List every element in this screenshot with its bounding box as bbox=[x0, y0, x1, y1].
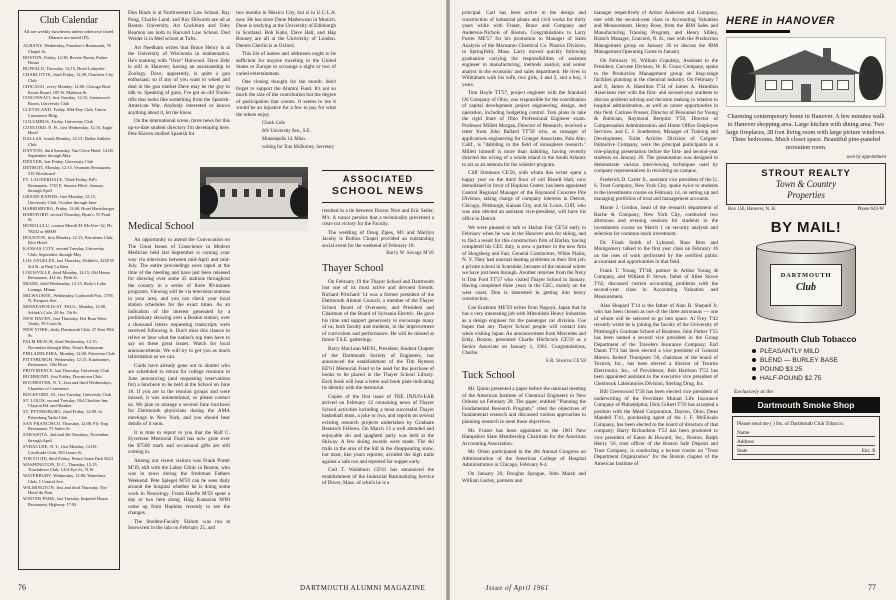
calendar-entry bbox=[23, 125, 115, 136]
calendar-entry bbox=[23, 66, 115, 72]
door-shape bbox=[801, 84, 811, 102]
campus-building-photo bbox=[200, 167, 308, 231]
tuck-paragraph: Mr. Frazer has been appointed to the 1961 New Hampshire State Membership Chairman for the American Accounting Association. bbox=[462, 427, 586, 447]
calendar-city: HOUSTON, bbox=[23, 234, 47, 240]
order-form bbox=[732, 416, 880, 460]
calendar-city: SARASOTA, bbox=[23, 432, 49, 438]
thayer-paragraph: Barry MacLean ME'61, President, Student Chapter of the Dartmouth Society of Engineers, has announced the establishment of the Tim Rymess EE'61 Memorial Fund to be used for the purchase of books to be placed in the Thayer School Library. Each book will bear a letter and book plate indicating its identity with the memorial. bbox=[322, 346, 434, 392]
calendar-city: WATERBURY, bbox=[23, 473, 53, 479]
tuck-paragraph: On February 16, William Copulsky, Assistant to the President, Corvese Division, W. R. Grace Company, spoke to the Production Management group on long-range facilities planning in the chemical industry. On February 7 and 8, James A. Hamilton T'34 of James A. Hamilton Associates met with the first- and second-year students to discuss problem solving and decision making in relation to hospital administration, as well as career opportunities in this field. Corinne Prosser, Director of Personnel for Young & Rubicam, Raymond Berquist T'59, Director of Compensation Administration and Home Office Employee Services, and C. J. Southerton, Manager of Training and Development, Toilet Articles Division of Colgate-Palmolive Company, were the principal participants in a role-playing presentation before the first- and second-year students on January 26. The presentation was designed to demonstrate various interviewing techniques used by company representatives in recruiting on campus. bbox=[594, 57, 718, 175]
calendar-city: CHARLOTTE, bbox=[23, 72, 53, 78]
price-text: PLEASANTLY MILD bbox=[760, 347, 820, 355]
calendar-entry bbox=[23, 473, 115, 484]
calendar-city: CONCORD, bbox=[23, 124, 48, 130]
calendar-city: HARRISBURG, bbox=[23, 205, 55, 211]
tin-lid bbox=[756, 240, 856, 254]
issue-footer: Issue of April 1961 bbox=[486, 584, 549, 592]
calendar-title: Club Calendar bbox=[39, 15, 99, 26]
calendar-details: first and third Thursday, The Hotel du Pont bbox=[28, 484, 107, 496]
tuck-paragraph: Monte J. Gordon, head of the research department of Bache & Company, New York City, conducted two afternoon and evening sessions for students in the investments course on March 1 on security analysis and selection for common stock investment. bbox=[594, 205, 718, 238]
bullet-icon bbox=[752, 358, 756, 362]
calendar-city: ROCKFORD, bbox=[23, 391, 50, 397]
calendar-city: NEW YORK, bbox=[23, 327, 50, 333]
calendar-entry bbox=[23, 444, 115, 455]
news-paragraph: The wedding of Doug Zipes, M1 and Marilyn Jacoby is Rollins Chapel provided an outstanding social event for the weekend of February 18. bbox=[322, 229, 434, 249]
calendar-details: last Thursday, University Club bbox=[55, 368, 109, 374]
right-column-2 bbox=[594, 10, 718, 570]
appointment-note: seen by appointment bbox=[846, 154, 886, 160]
calendar-entry bbox=[23, 270, 115, 281]
house-illustration bbox=[726, 37, 886, 107]
calendar-details: contact Merrill H. McAfee '42, Ph. 78202 or 66000 bbox=[28, 223, 113, 234]
calendar-details: first Friday, Downtown Club bbox=[50, 374, 102, 380]
right-column-1 bbox=[462, 10, 586, 570]
window-shape bbox=[781, 80, 793, 90]
tuck-paragraph: Mr. Olsen participated in the 4th Annual Congress on Administration of the American College of Hospital Administrators in Chicago, February 8-4. bbox=[462, 449, 586, 469]
calendar-city: ALBANY, bbox=[23, 43, 44, 49]
price-line bbox=[726, 347, 886, 356]
thayer-paragraph: Cliff Simmons CE'56, with whom this writer spent a happy year on the third floor of old Bissell Hall, now demolished in favor of Hopkins Center, has been appointed Central Regional Manager of the Raymond Concrete Pile Division, taking charge of company interests in Detroit, Chicago, Pittsburgh, Kansas City, and St. Louis. Cliff, who was also elected an assistant vice-president, will have his office in Detroit. bbox=[462, 170, 586, 222]
thayer-paragraph: Coe Eusbottn ME'59 writes from Nagoya, Japan that he has a very interesting job with Mitsubishi Heavy Industries as a design engineer for the passenger car division. Coe hopes that any Thayer School people will contact him when visiting Japan. An announcement from Mercedes and Eddy, Boston, presented Charlie Hitchcock CE'59 as a Senior Associate on January 1, 1961. Congratulations, Charlie. bbox=[462, 304, 586, 357]
tuck-paragraph: Dr. Frank Smith of Lybrand, Ross Bros and Montgomery talked to the first year class on February 16 on the uses of work performed by the certified public accountant and opportunities in that field. bbox=[594, 239, 718, 266]
calendar-entry bbox=[23, 258, 115, 269]
photo-tree bbox=[290, 187, 308, 217]
calendar-city: GRAND RAPIDS, bbox=[23, 194, 60, 200]
calendar-city: DENVER, bbox=[23, 159, 44, 165]
calendar-city: NEW HAVEN, bbox=[23, 315, 52, 321]
calendar-details: second Tuesday, University Club, September through May bbox=[28, 246, 105, 257]
calendar-city: SAN FRANCISCO, bbox=[23, 420, 62, 426]
calendar-entry bbox=[23, 148, 115, 159]
calendar-entry bbox=[23, 235, 115, 246]
photo-window bbox=[256, 189, 261, 197]
calendar-details: N. H., first Wednesday, 12:15, Eagle Hotel bbox=[28, 124, 113, 136]
tuck-paragraph: Mr. Quinn presented a paper before the national meeting of the American Institute of Chemical Engineers in New Orleans on February 28. The paper, entitled "Planning the Fundamental Research Program," cited the objectives of fundamental research and discussed various approaches to planning research to meet these objectives. bbox=[462, 386, 586, 425]
calendar-details: N. Y., first Monday, 12:00, Cavalcade Club, 503 James St. bbox=[28, 444, 97, 455]
left-column-3-top bbox=[236, 10, 336, 170]
calendar-entry bbox=[23, 246, 115, 257]
calendar-details: every Monday, 12:00, Chicago Real Estate Board, 105 W. Madison St. bbox=[28, 83, 111, 95]
calendar-entry bbox=[23, 281, 115, 292]
calendar-city: LOS ANGELES, bbox=[23, 257, 56, 263]
calendar-entry bbox=[23, 432, 115, 443]
calendar-city: RICHMOND, bbox=[23, 374, 50, 380]
right-page bbox=[450, 0, 896, 600]
signature-address: 601 University Ave., S.E. bbox=[262, 128, 311, 134]
medical-school-heading: Medical School bbox=[128, 221, 195, 233]
club-calendar bbox=[18, 10, 120, 570]
realty-box: Box 150, Hanover, N. H. bbox=[728, 206, 777, 212]
exclusively-note: Exclusively at the: bbox=[734, 388, 775, 395]
page-number-left: 76 bbox=[18, 583, 26, 592]
medical-paragraph: An opportunity to attend the Convocation on The Great Issues of Conscience in Modern Medicine held last September is coming your way via television between mid-April and mid-July. The entire proceedings were taped at the time of the meeting and have just been released for showing over some 45 stations throughout the country in a series of three 90-minute programs. Viewing will be via television stations in your area, and you can check your local station schedules for the exact times. As an indication of the interest generated by a preliminary showing over a Boston station, over a thousand letters requesting transcripts were received following it. Don't miss this chance to relive or hear what the nation's top men have to say on these great issues. Watch for local announcements. We will try to get you as much information as we can. bbox=[128, 237, 230, 361]
tuck-paragraph: Alan Shepard T'14 is the father of Alan B. Shepard Jr. who has been chosen as one of the three astronauts — one of whom will be selected to go into space. Al Frey T'42 recently wrote he is joining the faculty of the University of Pittsburgh's Graduate School of Business. John Parker T'55 has been named a second vice president in the Group Department of the Travelers Insurance Company; Earl Daum T'74 has been elected a vice president of General Motors. Robert Thompson '58, chairman of the board of Textron, Inc., has been elected a director of Textron Electronics, Inc., of Providence; Bob Harrison T'52 has been appointed assistant to the executive vice president of Glenbrook Laboratories Division, Sterling Drug, Inc. bbox=[594, 302, 718, 387]
signature-city: Minneapolis 14, Minn. bbox=[262, 136, 306, 142]
thayer-paragraph: Copies of the first issue of THE INJUN-EAR arrived on February 12 containing news of Thayer School activities including a most successful Thayer basketball team, a joke or two, and reports on several existing research projects undertaken by Graduate Research Fellows. On March 13 a well attended and enjoyable ski and spaghetti party was held at the Skiway. A few skiing awards were made. The ski trails in the area of the hill in the disappearing snow, but most, like yours reporter, avoided the high trails against a safe run and reported for supper early. bbox=[322, 393, 434, 465]
tuck-paragraph: Frank T. Young TT'48, partner in Arthur Young & Company, and William P. Stowe, father of Allen Stowe T'62, discussed current accounting problems with the second-year class in Accounting Valuation and Measurement. bbox=[594, 267, 718, 300]
calendar-entry bbox=[23, 327, 115, 338]
house-description: Charming contemporary home in Hanover. A few minutes walk to Hanover shopping area. Large kitchen with dining area. Two large fireplaces, 28 foot living room with large picture windows. Three bedrooms. Much closet space. Beautiful pine-paneled recreation room. bbox=[726, 113, 886, 152]
calendar-entry bbox=[23, 293, 115, 304]
class-notes-paragraph: Art Needham writes that Bruce Henry is at the University of Wisconsin in mathematics. He's teaming with "Ocie" Harwood. Dave Zehr is still in Hanover, having an assistantship in Zoology. Dave, apparently, is quite a gun enthusiast; so if any of you want to wheel and deal in the gun market Dave may be the guy to talk to. Speaking of guns, I've got an old Tonino rifle that looks like something from the Spanish-American War. Anybody interested or knows anything about it, let me know. bbox=[128, 44, 230, 116]
window-shape bbox=[821, 80, 833, 90]
calendar-details: Wednesday, Fanshaw's Restaurant, 76 Chapel St. bbox=[28, 43, 111, 54]
calendar-entry bbox=[23, 304, 115, 315]
calendar-details: D. C., Thursday, 12:15, Touchdown Club, 1414 Eye St., N.W. bbox=[28, 461, 98, 473]
calendar-city: CINCINNATI, bbox=[23, 95, 52, 101]
heading-rule bbox=[726, 30, 790, 33]
left-column-2 bbox=[128, 10, 230, 570]
class-notes-paragraph: This list of names and addresses ought to be sufficient for anyone traveling in the United States or Europe to scrounge a night or two of varied entertainment. bbox=[236, 51, 336, 77]
calendar-city: PROVIDENCE, bbox=[23, 368, 55, 374]
calendar-details: third Friday, 12:00, St. Petersburg Yacht Club bbox=[28, 409, 103, 420]
form-state-label: State bbox=[737, 447, 748, 454]
calendar-entry bbox=[23, 380, 115, 391]
tin-label-line-2: Club bbox=[795, 281, 816, 293]
realty-phone: Phone 643-W bbox=[857, 206, 884, 212]
calendar-city: WINTER PARK, bbox=[23, 496, 56, 502]
bullet-icon bbox=[752, 349, 756, 353]
calendar-city: BUFFALO, bbox=[23, 66, 46, 72]
calendar-entry bbox=[23, 136, 115, 147]
calendar-city: FT. LAUDERDALE, bbox=[23, 176, 64, 182]
calendar-city: LOUISVILLE, bbox=[23, 269, 52, 275]
calendar-details: Third Friday, Pal's Restaurant, 1745 E. Sunrise Blvd., January through April bbox=[28, 176, 104, 194]
here-in-hanover-heading: HERE in HANOVER bbox=[726, 15, 835, 27]
calendar-details: Monday, 12:00, Schiek's Cafe, 20 So. 7th St. bbox=[28, 304, 107, 315]
calendar-entry bbox=[23, 398, 115, 409]
class-notes-paragraph: On the international scene, more news for this up-to-date student directory I'm developing here. Pete Klaven studied Spanish for bbox=[128, 118, 230, 138]
calendar-city: MINNEAPOLIS-ST. PAUL, bbox=[23, 304, 78, 310]
window-shape bbox=[837, 80, 849, 90]
form-state-line[interactable] bbox=[737, 447, 875, 455]
thayer-school-heading: Thayer School bbox=[322, 262, 384, 274]
calendar-details: third Saturday, Van Cleve Hotel, 12:00, September through May bbox=[28, 147, 114, 159]
calendar-details: Friday, 12:00, Hotel Harrisburger bbox=[55, 205, 115, 211]
calendar-details: Monday, 12:00, Princeton Club bbox=[59, 350, 115, 356]
form-enclosed-label: Enc. $ bbox=[861, 447, 875, 454]
associated-school-news-heading bbox=[322, 174, 434, 197]
calendar-entry bbox=[23, 421, 115, 432]
calendar-city: BOSTON, bbox=[23, 54, 43, 60]
window-shape bbox=[765, 80, 777, 90]
calendar-city: HARTFORD, bbox=[23, 211, 50, 217]
calendar-details: first Thursday, Hof Brau Wine Vaults, 59 Court St. bbox=[28, 315, 107, 327]
calendar-details: last Tuesday, Imperial House Restaurant, Highway 17-92 bbox=[28, 496, 109, 507]
tobacco-title: Dartmouth Club Tobacco bbox=[755, 333, 857, 344]
calendar-entry bbox=[23, 72, 115, 83]
photo-window bbox=[232, 189, 237, 197]
calendar-details: Wednesday, 12:00, Waterbury Club, 1 Central Ave. bbox=[28, 473, 106, 484]
thayer-paragraph: Tom Hoyle TT'57, project engineer with the Standard Oil Company of Ohio, was responsible for the coordination of capital development project engineering, design, and operation, including budgeting control. Tom plans to take the rigid State of Ohio Professional Engineer exam. Professor Millett Morgan, Director of Research, received a letter from John Ballard TT'58 who, as manager of applications engineering for Granger Associates, Palo Alto, Calif., is "dabbling in the field of ionosphere research." Millett himself is more than dabbling, having recently directed the wiring of a whole island in the South Atlantic to act as an antenna for his whistler program. bbox=[462, 90, 586, 168]
calendar-city: DETROIT, bbox=[23, 165, 45, 171]
calendar-entry bbox=[23, 119, 115, 125]
page-number-right: 77 bbox=[868, 583, 876, 592]
calendar-entry bbox=[23, 194, 115, 205]
tobacco-tin-illustration bbox=[752, 240, 860, 330]
form-instruction: Please send me ( ) lbs. of Dartmouth Club Tobacco. bbox=[737, 420, 845, 427]
calendar-entry bbox=[23, 392, 115, 398]
price-text: POUND $3.25 bbox=[760, 365, 803, 373]
bullet-icon bbox=[752, 367, 756, 371]
price-line bbox=[726, 374, 886, 383]
signature-role: writing for Tom McBurney, Secretary bbox=[262, 144, 335, 150]
calendar-entry bbox=[23, 165, 115, 176]
calendar-city: CLEVELAND, bbox=[23, 107, 53, 113]
calendar-details: 2nd and 4th Tuesdays, November through April bbox=[28, 432, 109, 444]
calendar-entry bbox=[23, 462, 115, 473]
calendar-details: Thursday, 12:00, Fly Trap Restaurant, 73 Sutter St. bbox=[28, 420, 109, 432]
tuck-paragraph: Frederick D. Carter Jr., assistant vice president of the U. S. Trust Company, New York City, spoke twice to students in the investments course on February 14, on setting up and managing portfolios of trust and management accounts. bbox=[594, 176, 718, 203]
thayer-signature: S.R. Stearns CE'58 bbox=[545, 358, 586, 364]
calendar-city: ST. PETERSBURG, bbox=[23, 409, 63, 415]
by-mail-heading: BY MAIL! bbox=[770, 218, 842, 236]
calendar-city: PHILADELPHIA, bbox=[23, 350, 59, 356]
calendar-entry bbox=[23, 206, 115, 212]
calendar-details: Thursday, 12:15, Hotel Lafayette bbox=[46, 66, 105, 72]
calendar-city: PITTSBURGH, bbox=[23, 356, 54, 362]
bullet-icon bbox=[752, 376, 756, 380]
calendar-city: SYRACUSE, bbox=[23, 444, 49, 449]
calendar-details: Wednesday, Cudworth Post, 1756 N. Prospect Ave. bbox=[28, 292, 113, 304]
price-line bbox=[726, 356, 886, 365]
calendar-details: Monday, 12:15, Yeomans Restaurant, 516 Woodward bbox=[28, 165, 111, 176]
calendar-details: (D), third Friday, Prince Grant Park 5624 bbox=[40, 455, 113, 461]
calendar-city: ROCHESTER, bbox=[23, 380, 52, 386]
calendar-details: Friday, University Club bbox=[51, 118, 93, 124]
calendar-city: COLUMBUS, bbox=[23, 118, 51, 124]
tuck-paragraph: Bill Greenwood T'58 has been elected vice president of underwriting of the Provident Mutual Life Insurance Company of Philadelphia; Dick Gilbert T'59 has accepted a position with the Mead Corporation, Dayton, Ohio; Dean Mandell T'41, purchasing agent of the J. F. McElwain Company, has been elected to the board of directors of that company; Harry Richardson T'52 has been promoted to vice president of Eaton & Howard, Inc., Boston; Ralph Henry '56, trust officer of the Boston Safe Deposit and Trust Company, is conducting a lecture course on "Trust Department Organization" for the Boston chapter of the American Institute of bbox=[594, 389, 718, 467]
calendar-entry bbox=[23, 339, 115, 350]
tuck-school-heading: Tuck School bbox=[462, 370, 515, 382]
strout-realty-box bbox=[726, 163, 886, 205]
realty-name: STROUT REALTY bbox=[761, 167, 851, 179]
calendar-entry bbox=[23, 55, 115, 66]
tin-label bbox=[770, 264, 842, 306]
calendar-details: third Friday, 12:30, Charlotte City Club bbox=[28, 72, 114, 83]
calendar-entry bbox=[23, 159, 115, 165]
realty-tagline-1: Town & Country bbox=[775, 178, 837, 189]
calendar-details: third Monday, 12:15, Old House Restaurant, 432 So. Fifth St. bbox=[28, 269, 111, 281]
calendar-city: KANSAS CITY, bbox=[23, 246, 55, 252]
calendar-city: HONOLULU, bbox=[23, 223, 51, 229]
calendar-details: Wednesday, 12:15, Kaufmann's Restaurant, 11th Floor bbox=[28, 356, 110, 368]
calendar-details: Ill., first Tuesday, University Club bbox=[50, 391, 112, 397]
photo-window bbox=[268, 189, 273, 197]
calendar-city: MIAMI, bbox=[23, 281, 40, 287]
news-signature: Harry W. Savage M'26 bbox=[386, 251, 434, 257]
thayer-paragraph: Carl T. Washburn CE'61 has announced the establishment of the Industrial Rationalizing Service of Dover, Mass. of which he is a bbox=[322, 467, 434, 487]
calendar-entry bbox=[23, 177, 115, 194]
calendar-city: ST. LOUIS, bbox=[23, 397, 47, 403]
calendar-details: third Wednesday, 12:15, Betty's Lobo Lounge, Miami bbox=[28, 281, 107, 292]
magazine-footer: DARTMOUTH ALUMNI MAGAZINE bbox=[300, 584, 426, 592]
form-name-label: Name bbox=[737, 429, 750, 436]
calendar-entry bbox=[23, 316, 115, 327]
calendar-details: third Wednesday, 12:15, December through May, Testa's Restaurant bbox=[28, 339, 104, 350]
calendar-details: second Tuesday, Old Cheshire Inn, Clayton Rd. and Skinker bbox=[28, 397, 109, 409]
calendar-city: DALLAS, bbox=[23, 136, 43, 142]
price-text: HALF-POUND $2.75 bbox=[760, 374, 822, 382]
medical-paragraph: Cards have already gone out to alumni who are scheduled to return for college reunions in June announcing (and requesting reservations for) a luncheon to be held at the School on June 16. If you are in the reunion groups and were missed, it was unintentional, so please contact us. We plan to arrange a second June luncheon for Dartmouth physicians during the AMA meetings in New York, and you should hear details of it soon. bbox=[128, 362, 230, 428]
calendar-entry bbox=[23, 374, 115, 380]
calendar-city: MILWAUKEE, bbox=[23, 292, 53, 298]
tin-label-line-1: DARTMOUTH bbox=[780, 271, 832, 279]
price-line bbox=[726, 365, 886, 374]
calendar-entry bbox=[23, 351, 115, 357]
medical-paragraph: The Student-Faculty Slalom was run at Snowcrest in the rain on February 25, and bbox=[128, 518, 230, 532]
calendar-entry bbox=[23, 212, 115, 223]
calendar-details: Friday, Mid-Day Club, Union Commerce Bldg. bbox=[28, 107, 106, 118]
medical-paragraph: It is time to report to you that the Rolf C. Syvertsen Memorial Fund has now gone over the $7500 mark and occasional gifts are still coming in. bbox=[128, 429, 230, 456]
calendar-entry bbox=[23, 43, 115, 54]
photo-snow bbox=[200, 219, 308, 231]
form-address-line[interactable] bbox=[737, 438, 875, 446]
calendar-entry bbox=[23, 84, 115, 95]
tuck-paragraph: On January 20, Douglas Sprague, John Marsh and William Gurley, partners and bbox=[462, 471, 586, 484]
price-text: BLEND — BURLEY BASE bbox=[760, 356, 838, 364]
calendar-entry bbox=[23, 357, 115, 368]
calendar-entry bbox=[23, 223, 115, 234]
calendar-list bbox=[23, 43, 115, 507]
photo-window bbox=[220, 189, 225, 197]
calendar-intro: All are weekly luncheons unless otherwise listed. Dinners are noted (D). bbox=[23, 29, 115, 40]
calendar-details: Friday, 12:30, Revere Room, Parker House bbox=[28, 54, 108, 66]
tuck-paragraph: manager respectively of Arthur Andersen and Company, met with the second-year class in Accounting Valuation and Measurement. Henry Rose, from the IBM Sales and Manufacturing Training Program, and Henry Sibley, Branch Manager, Concord, N. H., met with the Production Management group on January 26 to discuss the IBM Management Operating Game in January. bbox=[594, 10, 718, 55]
calendar-city: PALM BEACH, bbox=[23, 339, 55, 345]
smoke-shop-banner: Dartmouth Smoke Shop bbox=[732, 397, 880, 413]
calendar-entry bbox=[23, 485, 115, 496]
heading-rule-top bbox=[322, 170, 434, 171]
photo-window bbox=[280, 189, 285, 197]
calendar-details: N. Y., first and third Wednesdays, Chamber of Commerce bbox=[28, 380, 112, 391]
calendar-details: first Tuesday, 12:15, Greenwoo's Room, University Club bbox=[28, 95, 111, 107]
calendar-entry bbox=[23, 107, 115, 118]
left-column-3-bottom bbox=[322, 208, 434, 538]
calendar-details: daily, Dartmouth Club, 37 East 39th St. bbox=[28, 327, 114, 339]
calendar-details: fourth Monday, 12:15, Dallas Athletic Club bbox=[28, 136, 111, 147]
calendar-details: last Thursday, Dobbin's, 4220 W. 3rd St. at Park La Brea bbox=[28, 257, 115, 269]
thayer-paragraph: principal. Carl has been active in the design and construction of industrial plants and civil works for thirty years while with Fraser, Brace and Company and Anderson-Nichols of Boston. Congratulations to Larry Furrer ME'57 for his promotion to Manager of Sales Analysis of the Monsanto Chemical Co. Plastics Division, in Springfield, Mass. Larry moved quickly following graduation carrying the responsibilities of assistant engineer in manufacturing, methods analyst, and senior analyst in the economic and sales department. He lives in Wilbraham with his wife, two girls, 4 and 2, and a boy, 3 years. bbox=[462, 10, 586, 88]
form-address-label: Address bbox=[737, 438, 755, 445]
calendar-entry bbox=[23, 95, 115, 106]
calendar-city: WASHINGTON, bbox=[23, 461, 56, 467]
calendar-details: second Thursday, Ryan's, 55 Pearl St. bbox=[28, 211, 111, 223]
calendar-entry bbox=[23, 496, 115, 507]
calendar-city: CHICAGO, bbox=[23, 83, 46, 89]
thayer-paragraph: On February 19 the Thayer School and Dartmouth lost one of its most active and devoted friends. Richard Pritchard '14 was a former president of the Dartmouth Alumni Council, a member of the Thayer School Board of Overseers, and President and Chairman of the Board of Sylvania Electric. He gave his time and support generously to encourage many of us, both faculty and students, in the improvement of curriculum and performance. He will be missed at future T.S.E. gatherings. bbox=[322, 278, 434, 344]
class-notes-paragraph: two months in Mexico City, but is in U.C.L.A. now. He has since Dune Mathewson in Munich. Dune is studying at the University of Edinburgh in Scotland. Bob Kahn, Dave Hall, and Hap Bonney are all at the University of London. Dennis Cherlin is at Oxford. bbox=[236, 10, 336, 49]
form-name-line[interactable] bbox=[737, 429, 875, 437]
medical-paragraph: Among our recent visitors was Frank Porter M'39, still with the Lahey Clinic in Boston, who was in town during the freshman Fathers Weekend. Pete Spiegel M'59 can be seen daily around the hospital whether he is doing some work in Neurology. Frank Hoefle M'59 spent a day or two here along. Haig Kanazian M'60 came up from Hopkins recently to see the changes. bbox=[128, 458, 230, 517]
class-notes-paragraph: Don Black is at Northwestern Law School. Ray Pong, Charlie Lund, and Ray Dilworth are all at Boston University. Art Cockburn and Toby Reamon are both in Harvard Law School. Dud Weider is in Med school at Tufts. bbox=[128, 10, 230, 42]
advertisement-column bbox=[726, 8, 886, 592]
calendar-entry bbox=[23, 456, 115, 462]
signature-name: Chuck Cole bbox=[262, 120, 285, 126]
calendar-entry bbox=[23, 409, 115, 420]
calendar-details: first Monday, 12:15, Petroleum Club, Rice Hotel bbox=[28, 234, 114, 246]
photo-window bbox=[244, 189, 249, 197]
class-notes-paragraph: One closing thought for the month: don't forget to support the Alumni Fund. It's not so much the size of the contribution but the degree of participation that counts. It seems to me it would be an injustice for a few to pay for what the others enjoy. bbox=[236, 79, 336, 118]
left-page bbox=[0, 0, 446, 600]
realty-tagline-2: Properties bbox=[787, 189, 825, 200]
heading-line-2: SCHOOL NEWS bbox=[331, 185, 425, 197]
news-paragraph: resulted in a tie between Doctor Nice and Eric Seiler, M's. A rumor persists that a technicality prevented a clear-cut victory for the Faculty. bbox=[322, 208, 434, 227]
calendar-details: last Friday, University Club bbox=[44, 159, 94, 165]
calendar-city: TOKYO bbox=[23, 455, 40, 461]
calendar-entry bbox=[23, 368, 115, 374]
calendar-city: DAYTON, bbox=[23, 147, 44, 153]
heading-rule-bottom bbox=[322, 202, 434, 203]
calendar-details: first Monday, 12:15, University Club, October through June bbox=[28, 194, 97, 205]
calendar-city: WILMINGTON, bbox=[23, 484, 56, 490]
roof-shape bbox=[747, 50, 863, 74]
realty-contact bbox=[728, 207, 884, 212]
heading-line-1: ASSOCIATED bbox=[342, 174, 414, 184]
thayer-paragraph: We were pleased to talk to Harlan Fair CE'54 early in February when he was in the Hanover area for skiing, and to find a result for this construction firm of Harlan, having completed his CEC duty, is now a partner in the new firm of Skogsberg and Fair, General Contractors, White Plains, N. Y. They had unusual heating problems in their first job, a private school in Scarsdale, because of the unusual winter we have just been through. Another returnee from the Navy is Tom Ford TT'57 who visited Thayer School in January. Having completed three years in the CEC, mainly on the west coast, Don is interested in getting into heavy construction. bbox=[462, 224, 586, 303]
